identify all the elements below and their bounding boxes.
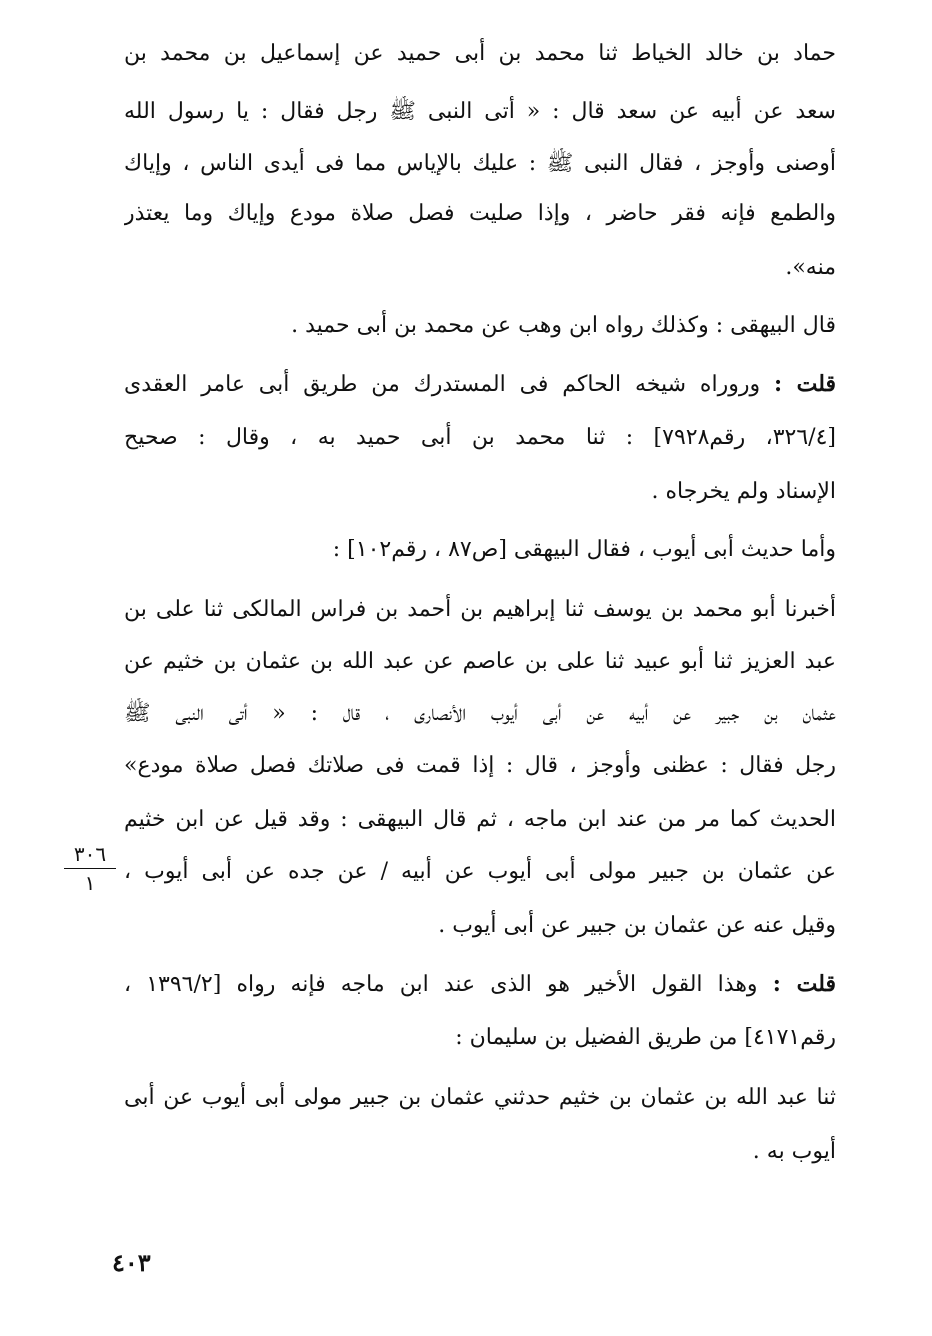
text-line: عبد العزيز ثنا أبو عبيد ثنا على بن عاصم عن عبد الله بن عثمان بن خثيم عن	[124, 649, 836, 674]
text-span: وهذا القول الأخير هو الذى عند ابن ماجه فإنه رواه [١٣٩٦/٢ ،	[124, 972, 758, 997]
text-line: [٣٢٦/٤، رقم٧٩٢٨] : ثنا محمد بن أبى حميد به ، وقال : صحيح	[124, 425, 836, 450]
margin-folio-side: ١	[84, 871, 96, 895]
page-number: ٤٠٣	[112, 1248, 151, 1277]
text-line: عثمان بن جبير عن أبيه عن أبى أيوب الأنصارى ، قال : « أتى النبى ﷺ	[124, 701, 836, 726]
text-line	[124, 968, 836, 1000]
text-line: أوصنى وأوجز ، فقال النبى ﷺ : عليك بالإياس مما فى أيدى الناس ، وإياك	[124, 151, 836, 176]
text-line: رقم٤١٧١] من طريق الفضيل بن سليمان :	[455, 1025, 836, 1050]
text-line: رجل فقال : عظنى وأوجز ، قال : إذا قمت فى صلاتك فصل صلاة مودع»	[124, 753, 836, 778]
text-span: وروراه شيخه الحاكم فى المستدرك من طريق أبى عامر العقدى	[124, 372, 761, 397]
margin-folio-number: ٣٠٦	[64, 842, 116, 869]
qultu-lead: قلت :	[772, 971, 836, 997]
text-line: الإسناد ولم يخرجاه .	[651, 479, 836, 504]
qultu-lead: قلت :	[773, 371, 836, 397]
text-line: حماد بن خالد الخياط ثنا محمد بن أبى حميد عن إسماعيل بن محمد بن	[124, 41, 836, 66]
text-line: أيوب به .	[752, 1139, 836, 1164]
text-line: أخبرنا أبو محمد بن يوسف ثنا إبراهيم بن أحمد بن فراس المالكى ثنا على بن	[124, 597, 836, 622]
text-line: قال البيهقى : وكذلك رواه ابن وهب عن محمد بن أبى حميد .	[291, 313, 836, 338]
text-line: منه».	[785, 255, 836, 280]
text-line: وأما حديث أبى أيوب ، فقال البيهقى [ص٨٧ ، رقم١٠٢] :	[332, 537, 836, 562]
margin-folio-note	[64, 842, 116, 895]
text-line: الحديث كما مر من عند ابن ماجه ، ثم قال البيهقى : وقد قيل عن ابن خثيم	[124, 807, 836, 832]
text-line: والطمع فإنه فقر حاضر ، وإذا صليت فصل صلاة مودع وإياك وما يعتذر	[124, 201, 836, 226]
text-line: عن عثمان بن جبير مولى أبى أيوب عن أبيه / عن جده عن أبى أيوب ،	[124, 859, 836, 884]
text-line	[124, 368, 836, 400]
text-line: وقيل عنه عن عثمان بن جبير عن أبى أيوب .	[438, 913, 836, 938]
text-line: سعد عن أبيه عن سعد قال : « أتى النبى ﷺ رجل فقال : يا رسول الله	[124, 99, 836, 124]
text-line: ثنا عبد الله بن عثمان بن خثيم حدثني عثمان بن جبير مولى أبى أيوب عن أبى	[124, 1085, 836, 1110]
